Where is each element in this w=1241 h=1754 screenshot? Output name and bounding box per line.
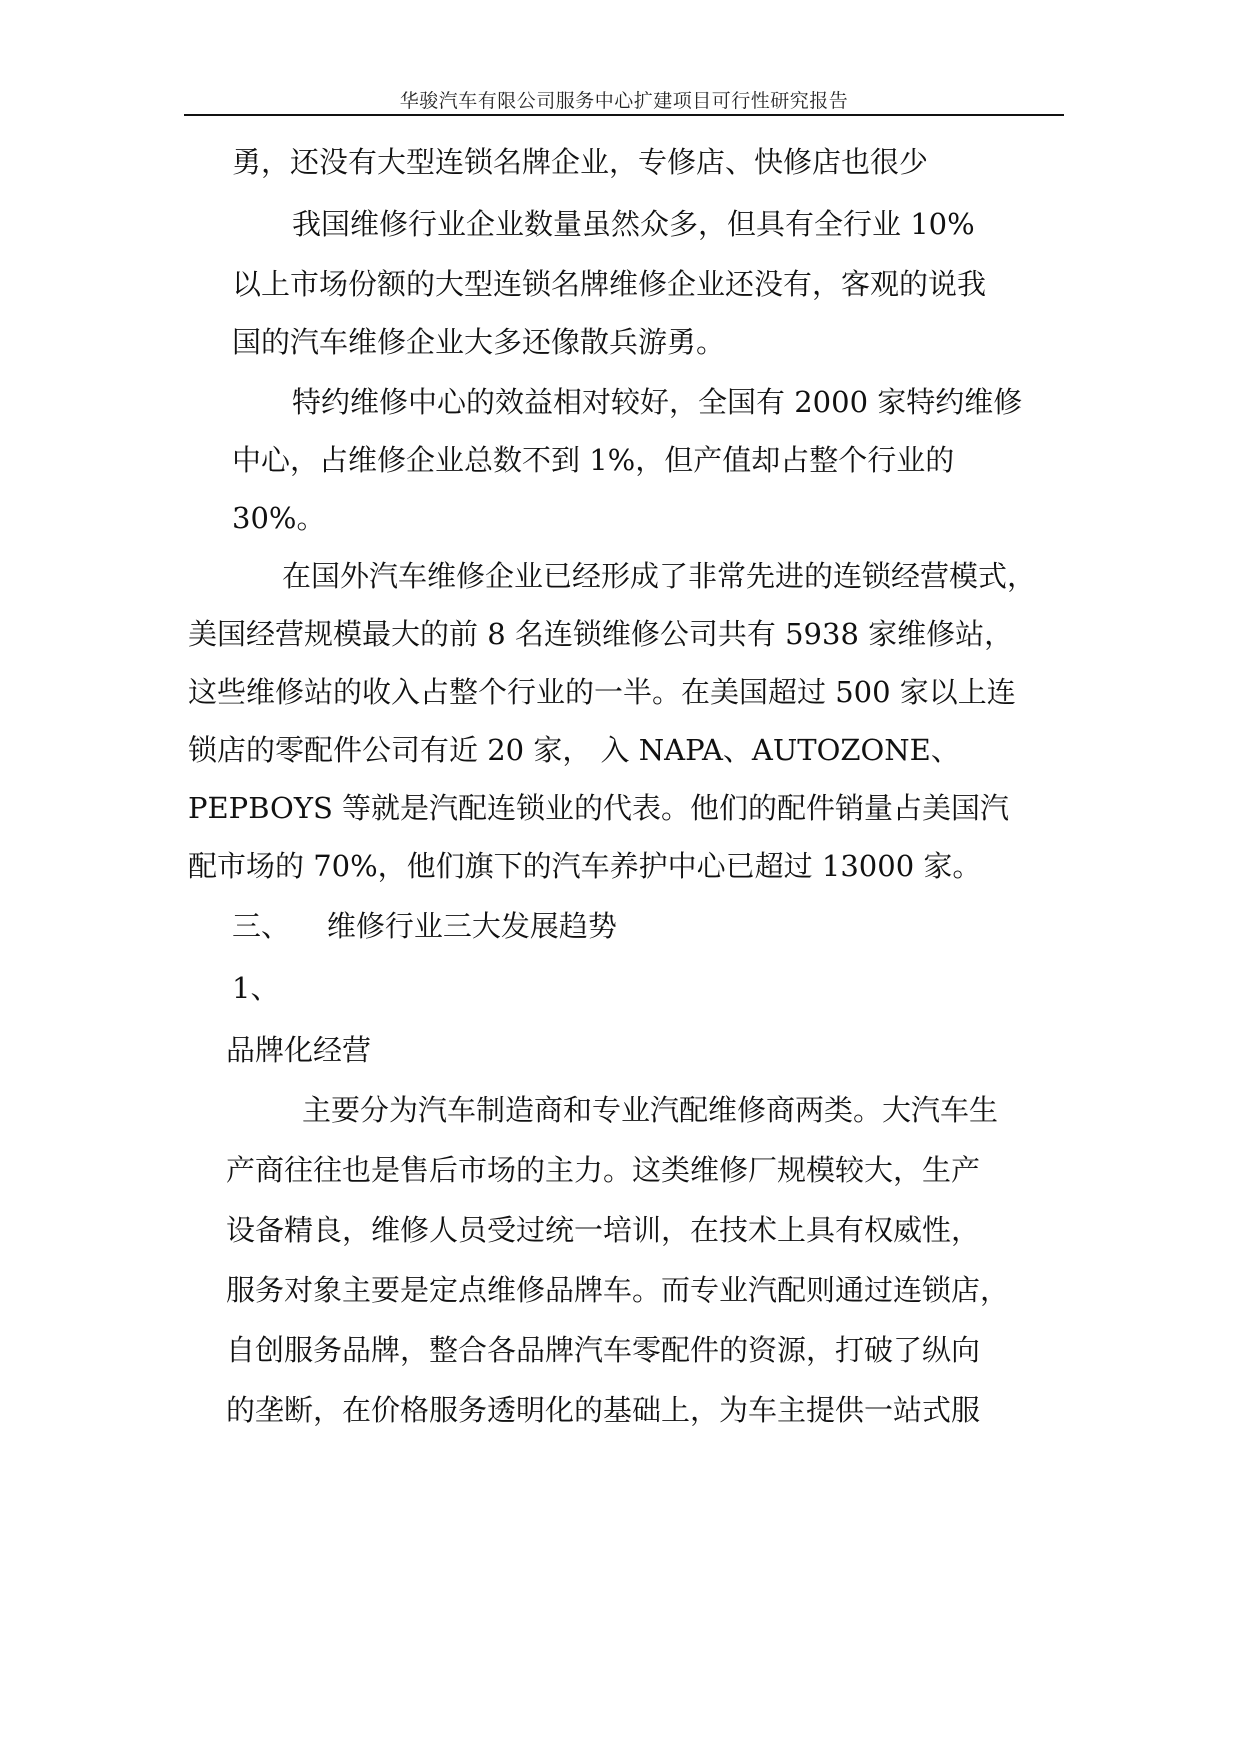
subsection-number: 1、 xyxy=(232,971,280,1005)
running-header: 华骏汽车有限公司服务中心扩建项目可行性研究报告 xyxy=(399,90,849,112)
text-line: 勇，还没有大型连锁名牌企业，专修店、快修店也很少 xyxy=(232,145,929,179)
header-divider xyxy=(184,114,1064,116)
text-line: 中心，占维修企业总数不到 1%，但产值却占整个行业的 xyxy=(232,443,955,477)
text-line: 锁店的零配件公司有近 20 家， 入 NAPA、AUTOZONE、 xyxy=(188,733,960,767)
text-line: 自创服务品牌，整合各品牌汽车零配件的资源，打破了纵向 xyxy=(226,1333,981,1367)
text-line: 产商往往也是售后市场的主力。这类维修厂规模较大，生产 xyxy=(226,1153,981,1187)
text-line: 特约维修中心的效益相对较好，全国有 2000 家特约维修 xyxy=(292,385,1023,419)
text-line: 我国维修行业企业数量虽然众多，但具有全行业 10% xyxy=(292,207,975,241)
text-line: 服务对象主要是定点维修品牌车。而专业汽配则通过连锁店， xyxy=(226,1273,1010,1307)
text-line: 国的汽车维修企业大多还像散兵游勇。 xyxy=(232,325,726,359)
text-line: 配市场的 70%，他们旗下的汽车养护中心已超过 13000 家。 xyxy=(188,849,982,883)
text-line: 设备精良，维修人员受过统一培训，在技术上具有权威性， xyxy=(226,1213,981,1247)
subsection-title: 品牌化经营 xyxy=(226,1033,372,1067)
text-line: 美国经营规模最大的前 8 名连锁维修公司共有 5938 家维修站， xyxy=(188,617,1014,651)
text-line: PEPBOYS 等就是汽配连锁业的代表。他们的配件销量占美国汽 xyxy=(188,791,1010,825)
text-line: 主要分为汽车制造商和专业汽配维修商两类。大汽车生 xyxy=(302,1093,999,1127)
text-line: 以上市场份额的大型连锁名牌维修企业还没有，客观的说我 xyxy=(232,267,987,301)
text-line: 30%。 xyxy=(232,501,326,535)
section-heading: 三、 维修行业三大发展趋势 xyxy=(232,909,617,943)
text-line: 在国外汽车维修企业已经形成了非常先进的连锁经营模式， xyxy=(282,559,1037,593)
text-line: 的垄断，在价格服务透明化的基础上，为车主提供一站式服 xyxy=(226,1393,981,1427)
text-line: 这些维修站的收入占整个行业的一半。在美国超过 500 家以上连 xyxy=(188,675,1016,709)
